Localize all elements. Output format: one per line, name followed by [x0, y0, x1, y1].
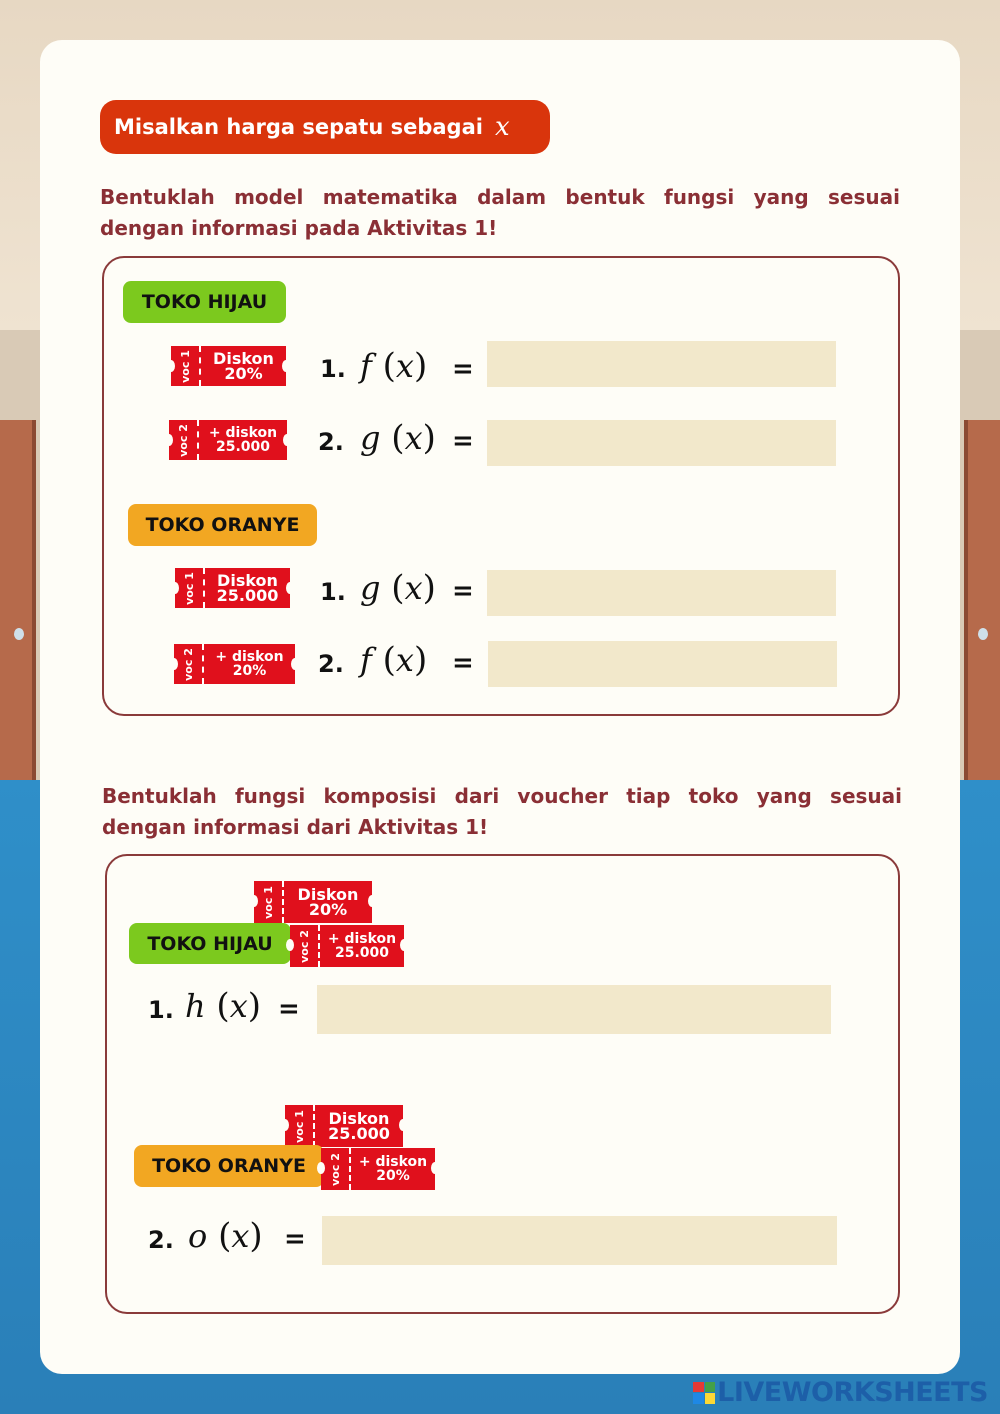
- store-label-green: TOKO HIJAU: [123, 281, 286, 323]
- item-number: 2.: [318, 428, 344, 456]
- voucher-tag: [285, 1105, 403, 1147]
- voucher-text: + diskon 20%: [215, 649, 284, 679]
- voucher-tag: [254, 881, 372, 923]
- item-number: 1.: [320, 578, 346, 606]
- liveworksheets-brand: [693, 1377, 988, 1408]
- function-argument: x: [395, 347, 414, 385]
- store-label-orange: TOKO ORANYE: [134, 1145, 324, 1187]
- voucher-tag: [171, 346, 286, 386]
- store-label-orange: TOKO ORANYE: [128, 504, 317, 546]
- function-argument: x: [404, 419, 423, 457]
- voucher-stub: voc 1: [292, 1109, 306, 1143]
- door-right: [964, 420, 1000, 780]
- pill-variable: x: [494, 112, 510, 142]
- function-expression: g (x): [360, 568, 436, 608]
- function-expression: f (x): [360, 640, 428, 680]
- voucher-tag: [175, 568, 290, 608]
- answer-input-toko-hijau-f[interactable]: [487, 341, 836, 387]
- item-number: 2.: [318, 650, 344, 678]
- function-expression: o (x): [188, 1216, 263, 1256]
- function-name: f: [360, 347, 372, 385]
- voucher-text: + diskon 25.000: [327, 931, 397, 961]
- voucher-stub: voc 1: [178, 349, 192, 383]
- function-argument: x: [229, 987, 248, 1025]
- voucher-stub: voc 2: [176, 423, 190, 457]
- function-argument: x: [395, 641, 414, 679]
- voucher-tag: [290, 925, 404, 967]
- equals-sign: =: [284, 1224, 306, 1254]
- answer-input-composition-h[interactable]: [317, 985, 831, 1034]
- door-knob-left: [14, 628, 24, 640]
- function-expression: g (x): [360, 418, 436, 458]
- voucher-stub: voc 2: [181, 647, 195, 681]
- voucher-stub: voc 1: [182, 571, 196, 605]
- equals-sign: =: [452, 648, 474, 678]
- voucher-text: + diskon 25.000: [208, 425, 278, 455]
- function-name: o: [188, 1217, 208, 1255]
- equals-sign: =: [452, 426, 474, 456]
- voucher-stub: voc 2: [297, 929, 311, 963]
- equals-sign: =: [452, 576, 474, 606]
- voucher-tag: [174, 644, 295, 684]
- voucher-text: Diskon 20%: [213, 349, 274, 383]
- item-number: 2.: [148, 1226, 174, 1254]
- equals-sign: =: [452, 354, 474, 384]
- function-argument: x: [404, 569, 423, 607]
- item-number: 1.: [148, 996, 174, 1024]
- brand-name: LIVEWORKSHEETS: [717, 1377, 988, 1408]
- function-name: h: [185, 987, 206, 1025]
- section1-instruction: Bentuklah model matematika dalam bentuk fungsi yang sesuai dengan informasi pada Aktivitas 1!: [100, 185, 900, 240]
- function-name: g: [360, 569, 381, 607]
- answer-input-toko-hijau-g[interactable]: [487, 420, 836, 466]
- voucher-tag: [321, 1148, 435, 1190]
- voucher-text: Diskon 25.000: [216, 571, 279, 605]
- voucher-text: Diskon 25.000: [328, 1109, 390, 1143]
- function-name: f: [360, 641, 372, 679]
- function-argument: x: [231, 1217, 250, 1255]
- function-expression: f (x): [360, 346, 428, 386]
- voucher-stub: voc 2: [328, 1152, 342, 1186]
- door-left: [0, 420, 36, 780]
- pill-text: Misalkan harga sepatu sebagai: [114, 115, 483, 139]
- liveworksheets-logo-icon: [693, 1382, 715, 1404]
- function-name: g: [360, 419, 381, 457]
- section2-instruction: Bentuklah fungsi komposisi dari voucher tiap toko yang sesuai dengan informasi dari Aktivitas 1!: [102, 784, 902, 839]
- function-expression: h (x): [185, 986, 261, 1026]
- answer-input-toko-oranye-f[interactable]: [488, 641, 837, 687]
- door-knob-right: [978, 628, 988, 640]
- voucher-text: + diskon 20%: [358, 1154, 428, 1184]
- equals-sign: =: [278, 994, 300, 1024]
- answer-input-toko-oranye-g[interactable]: [487, 570, 836, 616]
- variable-definition-pill: [100, 100, 550, 154]
- voucher-text: Diskon 20%: [297, 885, 359, 919]
- store-label-green: TOKO HIJAU: [129, 923, 291, 964]
- item-number: 1.: [320, 355, 346, 383]
- answer-input-composition-o[interactable]: [322, 1216, 837, 1265]
- voucher-stub: voc 1: [261, 885, 275, 919]
- voucher-tag: [169, 420, 287, 460]
